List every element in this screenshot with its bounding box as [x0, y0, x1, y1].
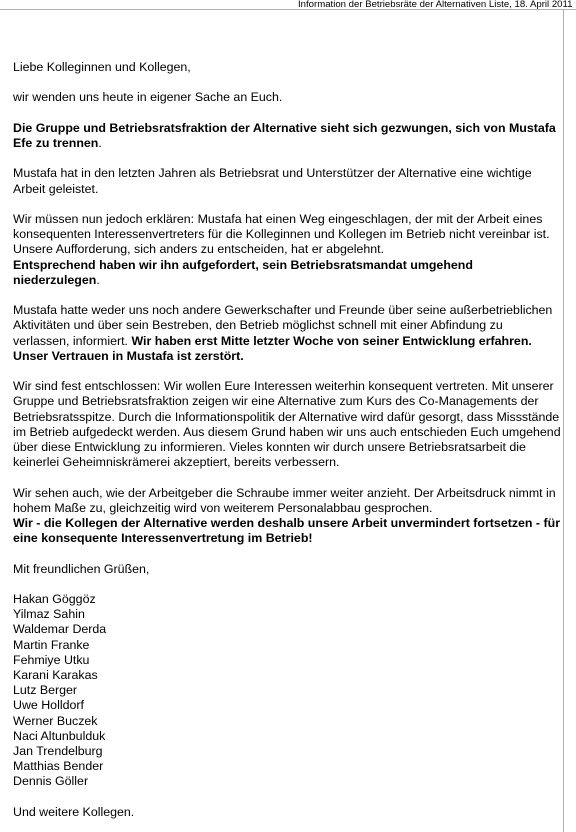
- bold-text: Die Gruppe und Betriebsratsfraktion der Alternative sieht sich gezwungen, sich von Mustafa Efe zu trennen: [13, 120, 556, 150]
- text-end: .: [98, 135, 102, 150]
- signatory: Dennis Göller: [13, 774, 89, 789]
- signatory: Lutz Berger: [13, 683, 78, 698]
- page-header: Information der Betriebsräte der Alternativen Liste, 18. April 2011: [298, 0, 573, 10]
- closing: Mit freundlichen Grüßen,: [13, 561, 150, 576]
- signatory: Uwe Holldorf: [13, 698, 84, 713]
- signatory-list: [13, 592, 561, 790]
- normal-text: Mustafa hatte weder uns noch andere Gewerkschafter und Freunde über seine außerbetrieblichen Aktivitäten und über sein Bestreben, den Betrieb möglichst schnell mit einer Abfindung zu verlassen, informiert.: [13, 303, 553, 348]
- paragraph-separation: [13, 121, 561, 151]
- signatory: Karani Karakas: [13, 667, 98, 682]
- text-end: .: [96, 272, 100, 287]
- salutation: Liebe Kolleginnen und Kollegen,: [13, 60, 191, 74]
- signatory: Hakan Göggöz: [13, 591, 96, 606]
- signatory: Fehmiye Utku: [13, 652, 90, 667]
- signatory: Martin Franke: [13, 637, 90, 652]
- paragraph-intro: wir wenden uns heute in eigener Sache an Euch.: [13, 90, 283, 105]
- bold-text: Wir haben erst Mitte letzter Woche von seiner Entwicklung erfahren. Unser Vertrauen in Mustafa ist zerstört.: [13, 333, 532, 363]
- normal-text: Wir müssen nun jedoch erklären: Mustafa hat einen Weg eingeschlagen, der mit der Arbeit eines konsequenten Interessenvertreters für die Kolleginnen und Kollegen im Betrieb nicht vereinbar ist. Unsere Aufforderung, sich anders zu entscheiden, hat er abgelehnt.: [13, 211, 550, 257]
- page-border: [563, 9, 564, 832]
- paragraph-trust: [13, 303, 561, 364]
- signatory: Naci Altunbulduk: [13, 728, 106, 743]
- paragraph-recognition: Mustafa hat in den letzten Jahren als Betriebsrat und Unterstützer der Alternative eine wichtige Arbeit geleistet.: [13, 166, 532, 196]
- signatory: Jan Trendelburg: [13, 744, 103, 758]
- signatory: Matthias Bender: [13, 759, 104, 774]
- signatory: Waldemar Derda: [13, 622, 107, 637]
- paragraph-outlook: [13, 486, 561, 547]
- letter-body: [13, 60, 561, 820]
- bold-text: Wir - die Kollegen der Alternative werden deshalb unsere Arbeit unvermindert fortsetzen - für eine konsequente Interessenvertretung im Betrieb!: [13, 515, 561, 546]
- normal-text: Wir sehen auch, wie der Arbeitgeber die Schraube immer weiter anzieht. Der Arbeitsdruck nimmt in hohem Maße zu, gleichzeitig wird von weiterem Personalabbau gesprochen.: [13, 485, 556, 515]
- paragraph-commitment: Wir sind fest entschlossen: Wir wollen Eure Interessen weiterhin konsequent vertreten. Mit unserer Gruppe und Betriebsratsfraktion zeigen wir eine Alternative zum Kurs des Co-Managements der Betriebsratsspitze. Durch die Informationspolitik der Alternative wird dafür gesorgt, dass Missstände im Betrieb aufgedeckt werden. Aus diesem Grund haben wir uns auch entschieden Euch umgehend über diese Entwicklung zu informieren. Vieles konnten wir durch unsere Betriebsratsarbeit die keinerlei Geheimniskrämerei akzeptiert, bereits verbessern.: [13, 379, 561, 470]
- paragraph-explanation: [13, 212, 561, 288]
- bold-text: Entsprechend haben wir ihn aufgefordert, sein Betriebsratsmandat umgehend niederzulegen: [13, 257, 473, 287]
- signatory: Werner Buczek: [13, 713, 98, 728]
- signatory: Yilmaz Sahin: [13, 607, 85, 622]
- final-line: Und weitere Kollegen.: [13, 804, 135, 819]
